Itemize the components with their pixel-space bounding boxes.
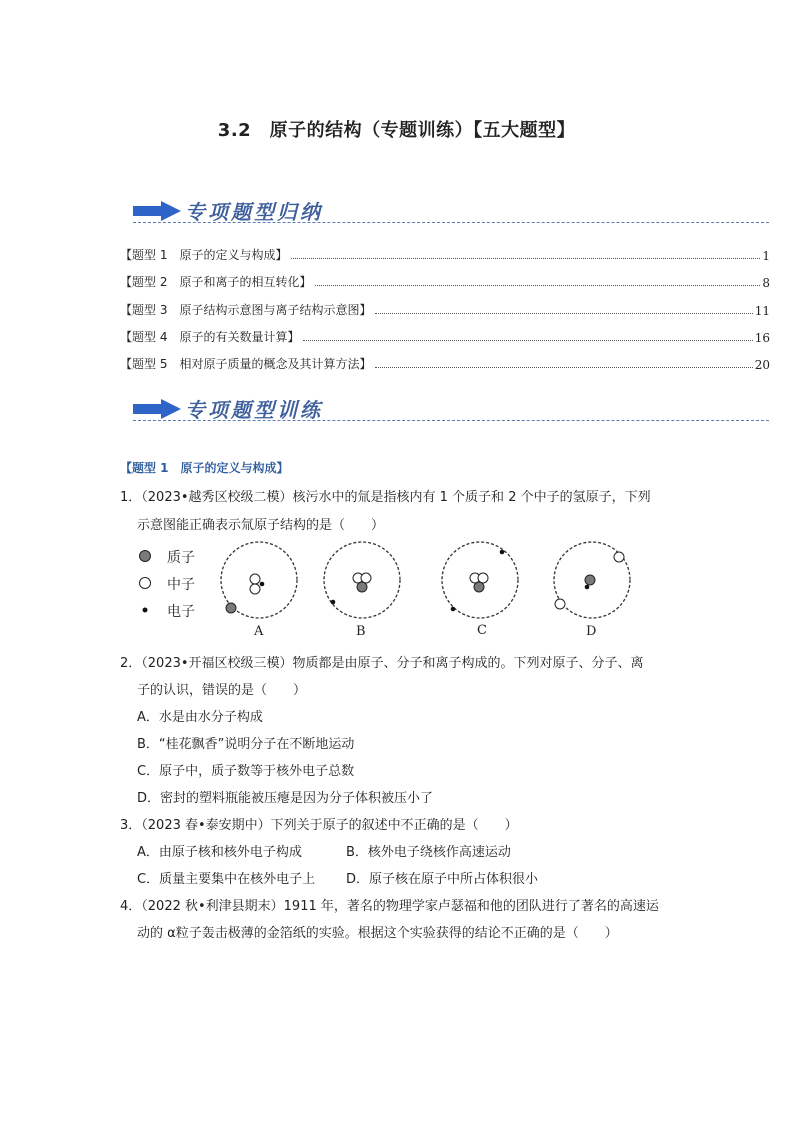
legend-neutron: 中子 (167, 577, 195, 593)
question-2-option-a[interactable]: A．水是由水分子构成 (137, 710, 263, 725)
toc-page: 11 (754, 304, 770, 318)
question-4-stem-cont: 动的 α粒子轰击极薄的金箔纸的实验。根据这个实验获得的结论不正确的是（ ） (137, 926, 618, 941)
question-3-option-c[interactable]: C．质量主要集中在核外电子上 (137, 872, 316, 887)
toc-page: 16 (754, 331, 770, 345)
question-3-option-a[interactable]: A．由原子核和核外电子构成 (137, 845, 302, 860)
page-title: 3.2 原子的结构（专题训练）【五大题型】 (217, 120, 576, 141)
option-a-label[interactable]: A (254, 624, 264, 639)
atom-option-a-diagram (221, 542, 297, 618)
section-heading-text: 专项题型训练 (185, 398, 323, 422)
toc-leader (291, 258, 760, 259)
atom-option-b-diagram (324, 542, 400, 618)
atom-option-d-diagram (554, 542, 630, 618)
section-heading-text: 专项题型归纳 (185, 200, 323, 224)
question-4-stem: 4．（2022 秋•利津县期末）1911 年，著名的物理学家卢瑟福和他的团队进行了著名的高速运 (120, 899, 659, 914)
toc-label: 【题型 4 原子的有关数量计算】 (120, 330, 300, 344)
atom-option-c-diagram (442, 542, 518, 618)
question-1-stem-cont: 示意图能正确表示氚原子结构的是（ ） (137, 518, 385, 533)
section-heading-training (133, 396, 773, 422)
question-2-stem: 2．（2023•开福区校级三模）物质都是由原子、分子和离子构成的。下列对原子、分子、离 (120, 656, 644, 671)
toc-leader (303, 340, 752, 341)
option-c-label[interactable]: C (477, 623, 487, 638)
arrow-right-icon (133, 201, 181, 221)
option-b-label[interactable]: B (356, 624, 366, 639)
toc-label: 【题型 3 原子结构示意图与离子结构示意图】 (120, 303, 372, 317)
neutron-legend-icon (138, 576, 152, 590)
toc-label: 【题型 2 原子和离子的相互转化】 (120, 275, 312, 289)
toc-label: 【题型 5 相对原子质量的概念及其计算方法】 (120, 357, 372, 371)
divider (133, 222, 769, 223)
question-3-stem: 3．（2023 春•泰安期中）下列关于原子的叙述中不正确的是（ ） (120, 818, 518, 833)
divider (133, 420, 769, 421)
topic-heading: 【题型 1 原子的定义与构成】 (120, 461, 289, 475)
proton-legend-icon (138, 549, 152, 563)
toc-leader (375, 313, 752, 314)
toc-label: 【题型 1 原子的定义与构成】 (120, 248, 288, 262)
question-2-option-b[interactable]: B．“桂花飘香”说明分子在不断地运动 (137, 737, 355, 752)
toc-item[interactable] (120, 354, 770, 372)
toc-item[interactable] (120, 300, 770, 318)
toc-item[interactable] (120, 272, 770, 290)
toc-page: 8 (762, 276, 770, 290)
question-2-stem-cont: 子的认识，错误的是（ ） (137, 683, 307, 698)
electron-legend-icon (138, 603, 152, 617)
toc-leader (375, 367, 752, 368)
question-3-option-b[interactable]: B．核外电子绕核作高速运动 (346, 845, 511, 860)
option-d-label[interactable]: D (586, 624, 597, 639)
question-2-option-d[interactable]: D．密封的塑料瓶能被压瘪是因为分子体积被压小了 (137, 791, 434, 806)
toc-item[interactable] (120, 327, 770, 345)
toc-leader (315, 285, 760, 286)
toc-page: 1 (762, 249, 770, 263)
question-2-option-c[interactable]: C．原子中，质子数等于核外电子总数 (137, 764, 355, 779)
toc-page: 20 (754, 358, 770, 372)
question-1-stem: 1．（2023•越秀区校级二模）核污水中的氚是指核内有 1 个质子和 2 个中子的氢原子，下列 (120, 490, 651, 505)
legend-electron: 电子 (167, 604, 195, 620)
arrow-right-icon (133, 399, 181, 419)
toc-item[interactable] (120, 245, 770, 263)
section-heading-summary (133, 198, 773, 224)
legend-proton: 质子 (167, 550, 195, 566)
question-3-option-d[interactable]: D．原子核在原子中所占体积很小 (346, 872, 539, 887)
